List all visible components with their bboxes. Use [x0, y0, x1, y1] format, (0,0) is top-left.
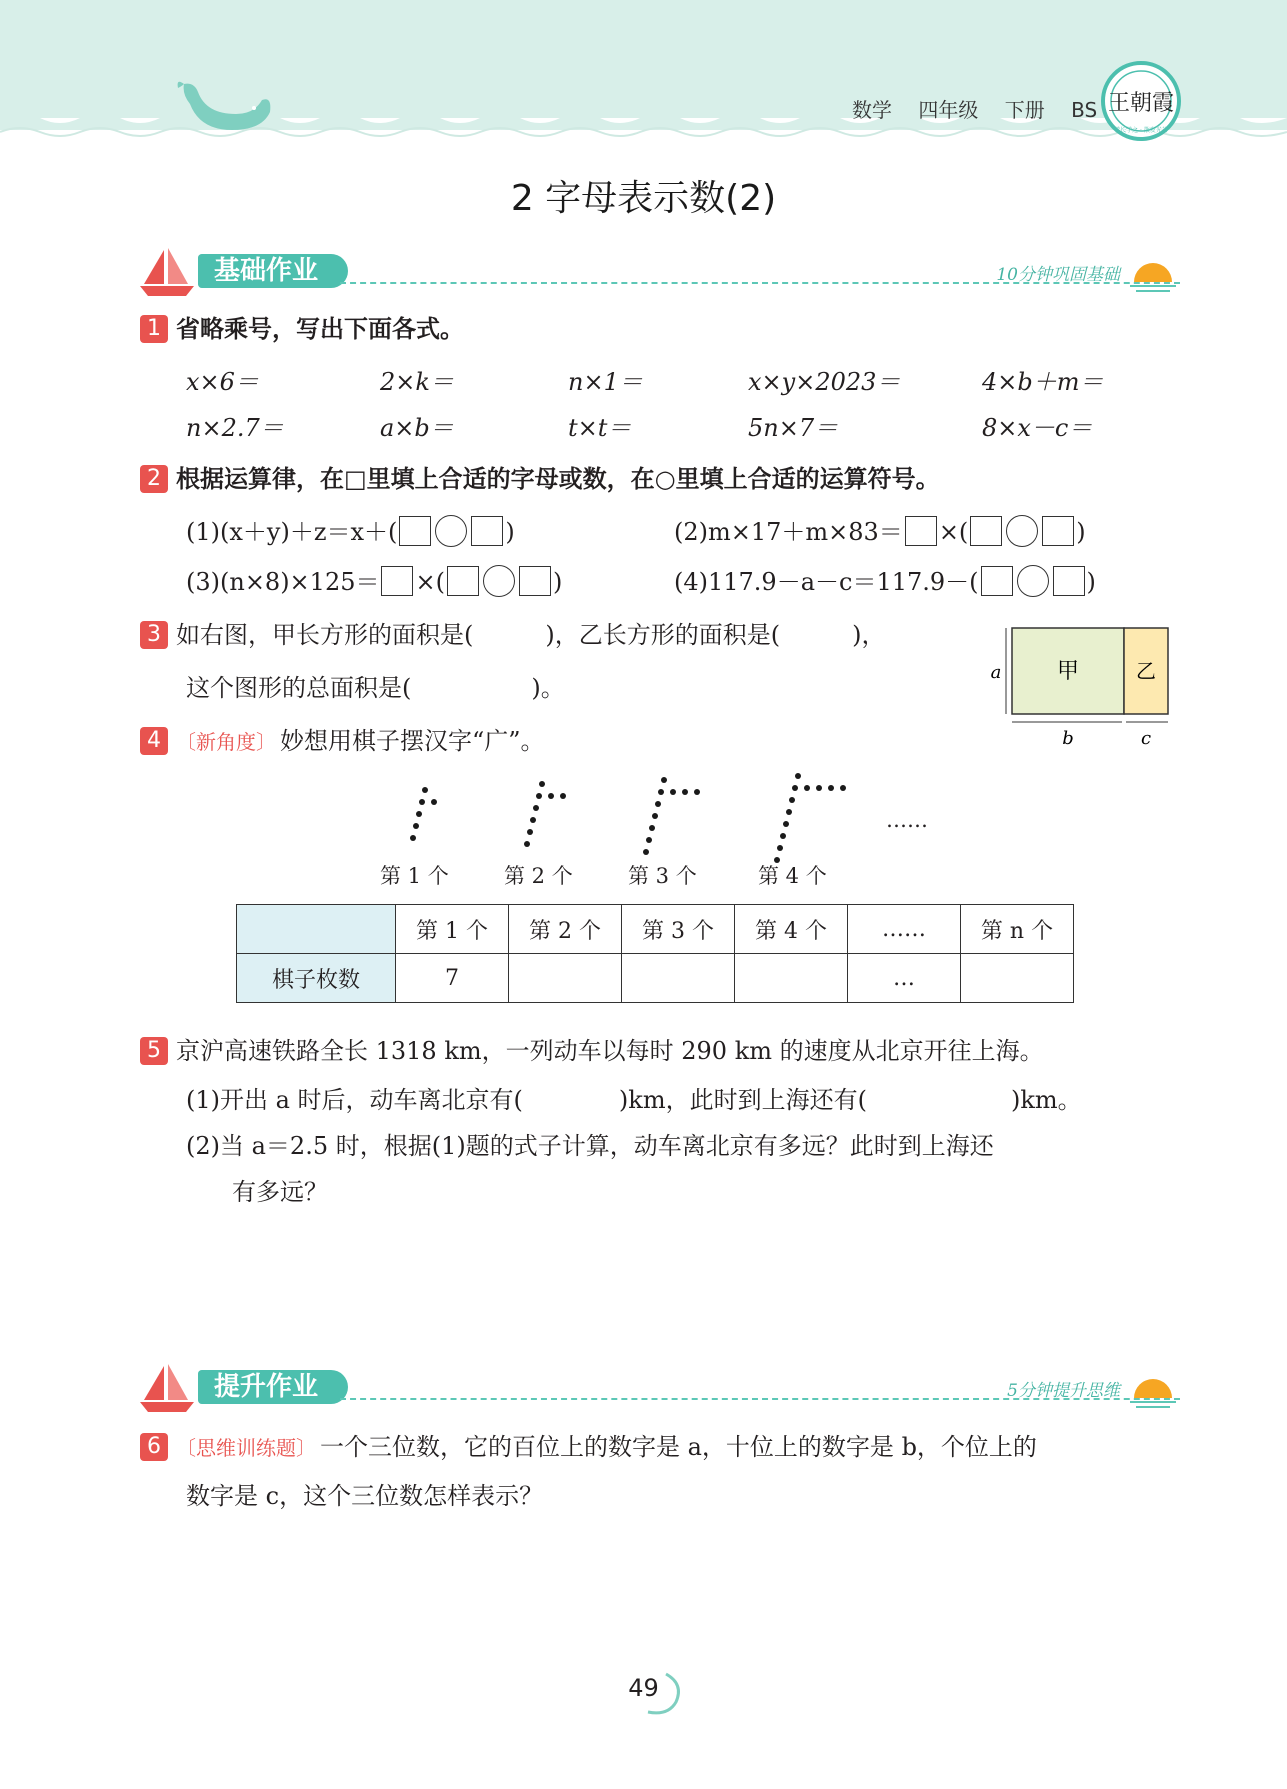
answer-box[interactable] — [519, 566, 551, 596]
table-row — [237, 954, 1074, 1003]
question-text: 妙想用棋子摆汉字“广”。 — [280, 727, 545, 755]
question-1 — [140, 310, 464, 348]
q2-part-3 — [186, 562, 562, 597]
expr: 2×k＝ — [380, 368, 454, 396]
pattern-ellipsis: …… — [886, 808, 928, 832]
answer-box[interactable] — [970, 516, 1002, 546]
q5-part-2: (2)当 a＝2.5 时，根据(1)题的式子计算，动车离北京有多远？此时到上海还 — [186, 1132, 994, 1160]
answer-box[interactable] — [1053, 566, 1085, 596]
pattern-3 — [643, 777, 700, 855]
answer-cell[interactable] — [735, 954, 848, 1003]
table-cell — [237, 905, 396, 954]
expr: x×y×2023＝ — [748, 368, 901, 396]
section-tip: 10分钟巩固基础 — [996, 265, 1120, 285]
question-tag: 〔思维训练题〕 — [176, 1436, 316, 1460]
section-label: 提升作业 — [198, 1370, 348, 1404]
section-tip: 5分钟提升思维 — [1007, 1381, 1120, 1401]
paren: ) — [1076, 518, 1086, 546]
edition: BS — [1071, 98, 1098, 122]
label-c: c — [1140, 728, 1152, 749]
q2-part-2 — [674, 512, 1086, 547]
table-header: …… — [848, 905, 961, 954]
question-text: 京沪高速铁路全长 1318 km，一列动车以每时 290 km 的速度从北京开往上海。 — [176, 1037, 1044, 1065]
answer-cell[interactable] — [509, 954, 622, 1003]
question-text: 如右图，甲长方形的面积是( )，乙长方形的面积是( )， — [176, 621, 886, 649]
rectangle-figure — [988, 622, 1178, 750]
paren: ) — [1086, 568, 1096, 596]
page-number: 49 — [628, 1674, 659, 1702]
paren: ) — [505, 518, 515, 546]
expr: 8×x－c＝ — [982, 414, 1093, 442]
header-info — [852, 94, 1117, 123]
answer-box[interactable] — [905, 516, 937, 546]
question-text: 一个三位数，它的百位上的数字是 a，十位上的数字是 b，个位上的 — [320, 1433, 1037, 1461]
label-a: a — [990, 662, 1002, 683]
volume: 下册 — [1004, 98, 1045, 122]
answer-circle[interactable] — [1006, 515, 1038, 547]
expr: (4)117.9－a－c＝117.9－( — [674, 568, 979, 596]
answer-box[interactable] — [471, 516, 503, 546]
table-header: 第 3 个 — [622, 905, 735, 954]
question-6 — [140, 1428, 1037, 1466]
pattern-4 — [774, 773, 846, 863]
section-label: 基础作业 — [198, 254, 348, 288]
answer-box[interactable] — [981, 566, 1013, 596]
table-header: 第 2 个 — [509, 905, 622, 954]
expr: ×( — [415, 568, 445, 596]
q5-part-2-cont: 有多远？ — [232, 1178, 328, 1206]
page-title: 2 字母表示数(2) — [510, 178, 777, 219]
answer-circle[interactable] — [435, 515, 467, 547]
label-jia: 甲 — [1056, 659, 1080, 684]
table-row — [237, 905, 1074, 954]
label-yi: 乙 — [1136, 659, 1156, 683]
answer-circle[interactable] — [483, 565, 515, 597]
answer-box[interactable] — [399, 516, 431, 546]
q2-part-4 — [674, 562, 1096, 597]
grade: 四年级 — [918, 98, 979, 122]
question-3 — [140, 616, 885, 654]
answer-box[interactable] — [447, 566, 479, 596]
expr: n×2.7＝ — [186, 414, 284, 442]
pattern-2 — [524, 781, 566, 847]
chess-count-table — [236, 904, 1074, 1003]
answer-box[interactable] — [1042, 516, 1074, 546]
expr: (1)(x＋y)＋z＝x＋( — [186, 518, 398, 546]
section-bar-advanced — [140, 1362, 1180, 1418]
question-5 — [140, 1032, 1044, 1070]
expr: 5n×7＝ — [748, 414, 839, 442]
q3-line-2: 这个图形的总面积是( )。 — [186, 674, 565, 702]
table-header: 第 4 个 — [735, 905, 848, 954]
table-cell: … — [848, 954, 961, 1003]
question-number: 2 — [140, 465, 168, 493]
expr: (2)m×17＋m×83＝ — [674, 518, 903, 546]
question-number: 1 — [140, 315, 168, 343]
question-text: 根据运算律，在□里填上合适的字母或数，在○里填上合适的运算符号。 — [176, 465, 940, 493]
expr: x×6＝ — [186, 368, 259, 396]
answer-cell[interactable] — [961, 954, 1074, 1003]
stage-label: 第 1 个 — [380, 864, 449, 888]
chess-pattern-figure — [380, 770, 900, 870]
label-b: b — [1062, 728, 1074, 749]
subject: 数学 — [852, 98, 892, 122]
stage-label: 第 4 个 — [758, 864, 827, 888]
sunset-icon — [1126, 1370, 1180, 1410]
brand-seal — [1100, 60, 1182, 142]
brand-name: 王朝霞 — [1107, 91, 1175, 116]
question-4 — [140, 722, 545, 760]
question-text: 省略乘号，写出下面各式。 — [176, 315, 464, 343]
sunset-icon — [1126, 254, 1180, 294]
q2-part-1 — [186, 512, 515, 547]
sailboat-icon — [140, 246, 196, 298]
stage-label: 第 2 个 — [504, 864, 573, 888]
answer-circle[interactable] — [1017, 565, 1049, 597]
stage-label: 第 3 个 — [628, 864, 697, 888]
table-header: 第 1 个 — [396, 905, 509, 954]
expr: a×b＝ — [380, 414, 454, 442]
answer-cell[interactable] — [622, 954, 735, 1003]
question-number: 6 — [140, 1433, 168, 1461]
pattern-1 — [410, 787, 437, 841]
sailboat-icon — [140, 1362, 196, 1414]
question-tag: 〔新角度〕 — [176, 730, 276, 754]
paren: ) — [552, 568, 563, 596]
expr: 4×b＋m＝ — [982, 368, 1104, 396]
question-2 — [140, 460, 940, 498]
question-number: 3 — [140, 621, 168, 649]
q6-line-2: 数字是 c，这个三位数怎样表示？ — [186, 1482, 544, 1510]
q5-part-1: (1)开出 a 时后，动车离北京有( )km，此时到上海还有( )km。 — [186, 1086, 1082, 1114]
expr: t×t＝ — [568, 414, 632, 442]
brand-arc: 学长学之 · 散发光芒 — [1114, 127, 1168, 134]
question-number: 4 — [140, 727, 168, 755]
expr: (3)(n×8)×125＝ — [186, 568, 380, 596]
question-number: 5 — [140, 1037, 168, 1065]
table-row-label: 棋子枚数 — [237, 954, 396, 1003]
table-cell: 7 — [396, 954, 509, 1003]
section-bar-basic — [140, 246, 1180, 302]
expr: ×( — [938, 518, 969, 546]
answer-box[interactable] — [381, 566, 413, 596]
whale-icon — [176, 74, 276, 134]
expr: n×1＝ — [568, 368, 643, 396]
table-header: 第 n 个 — [961, 905, 1074, 954]
